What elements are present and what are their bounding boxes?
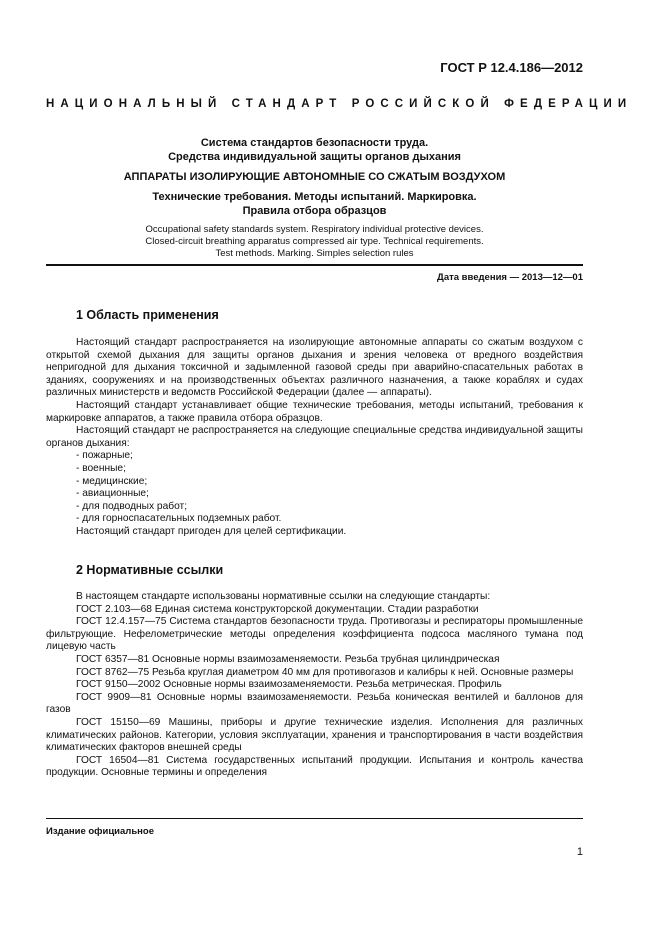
reference-item: ГОСТ 6357—81 Основные нормы взаимозаменяемости. Резьба трубная цилиндрическая — [76, 653, 500, 665]
list-item: - авиационные; — [76, 488, 149, 500]
title-english — [46, 224, 583, 260]
title-english-2: Closed-circuit breathing apparatus compressed air type. Technical requirements. — [145, 236, 484, 247]
list-item: - для подводных работ; — [76, 500, 188, 512]
section-1-paragraph-3: Настоящий стандарт не распространяется на следующие специальные средства индивидуальной защиты органов дыхания: — [46, 425, 583, 449]
section-1-paragraph-2: Настоящий стандарт устанавливает общие технические требования, методы испытаний, требования к маркировке аппаратов, а также правила отбора образцов. — [46, 399, 583, 424]
section-2-paragraph-1: В настоящем стандарте использованы нормативные ссылки на следующие стандарты: — [76, 591, 491, 602]
reference-item: ГОСТ 8762—75 Резьба круглая диаметром 40 мм для противогазов и калибры к ней. Основные размеры — [76, 666, 574, 678]
reference-item: ГОСТ 9909—81 Основные нормы взаимозаменяемости. Резьба коническая вентилей и баллонов для газов — [46, 691, 583, 716]
section-1-body — [46, 337, 583, 539]
title-line-1: Система стандартов безопасности труда. — [200, 137, 429, 149]
reference-item: ГОСТ 12.4.157—75 Система стандартов безопасности труда. Противогазы и респираторы промышленные фильтрующие. Нефелометрические методы определения коэффициента подсоса масляного тумана под лицевую часть — [46, 616, 583, 653]
list-item: - медицинские; — [76, 475, 148, 487]
section-2-body — [46, 591, 583, 780]
list-item: - военные; — [76, 462, 126, 474]
title-sub-2: Правила отбора образцов — [242, 205, 387, 217]
page-number: 1 — [576, 846, 583, 858]
reference-item: ГОСТ 15150—69 Машины, приборы и другие технические изделия. Исполнения для различных климатических районов. Категории, условия эксплуатации, хранения и транспортирования в части воздействия климатических факторов внешней среды — [46, 716, 583, 754]
title-block — [46, 136, 583, 260]
national-standard-banner: НАЦИОНАЛЬНЫЙ СТАНДАРТ РОССИЙСКОЙ ФЕДЕРАЦИИ — [46, 98, 633, 110]
document-number: ГОСТ Р 12.4.186—2012 — [440, 60, 583, 75]
section-1-paragraph-4: Настоящий стандарт пригоден для целей сертификации. — [76, 525, 347, 537]
list-item: - пожарные; — [76, 450, 133, 462]
footer-divider — [46, 818, 583, 819]
official-edition-label: Издание официальное — [46, 826, 154, 837]
list-item: - для горноспасательных подземных работ. — [76, 513, 282, 525]
title-line-2: Средства индивидуальной защиты органов дыхания — [168, 151, 461, 163]
title-main: АППАРАТЫ ИЗОЛИРУЮЩИЕ АВТОНОМНЫЕ СО СЖАТЫМ ВОЗДУХОМ — [123, 171, 506, 183]
reference-item: ГОСТ 2.103—68 Единая система конструкторской документации. Стадии разработки — [76, 603, 479, 615]
section-1-heading: 1 Область применения — [76, 308, 219, 322]
title-sub-1: Технические требования. Методы испытаний. Маркировка. — [152, 191, 477, 203]
section-1-paragraph-1: Настоящий стандарт распространяется на изолирующие автономные аппараты со сжатым воздухом с открытой схемой дыхания для защиты органов дыхания и зрения человека от вредного воздействия непригодной для дыхания токсичной и задымленной газовой среды при аварийно-спасательных работах в зданиях, сооружениях и на производственных объектах различного назначения, а также кораблях и судах различных министерств и ведомств Российской Федерации (далее — аппараты). — [46, 337, 583, 399]
section-2-heading: 2 Нормативные ссылки — [76, 563, 224, 577]
header-divider — [46, 264, 583, 266]
reference-item: ГОСТ 16504—81 Система государственных испытаний продукции. Испытания и контроль качества продукции. Основные термины и определения — [46, 754, 583, 779]
introduction-date: Дата введения — 2013—12—01 — [437, 272, 583, 283]
title-english-3: Test methods. Marking. Simples selection rules — [215, 248, 414, 259]
title-english-1: Occupational safety standards system. Respiratory individual protective devices. — [145, 224, 484, 235]
reference-item: ГОСТ 9150—2002 Основные нормы взаимозаменяемости. Резьба метрическая. Профиль — [76, 679, 502, 691]
